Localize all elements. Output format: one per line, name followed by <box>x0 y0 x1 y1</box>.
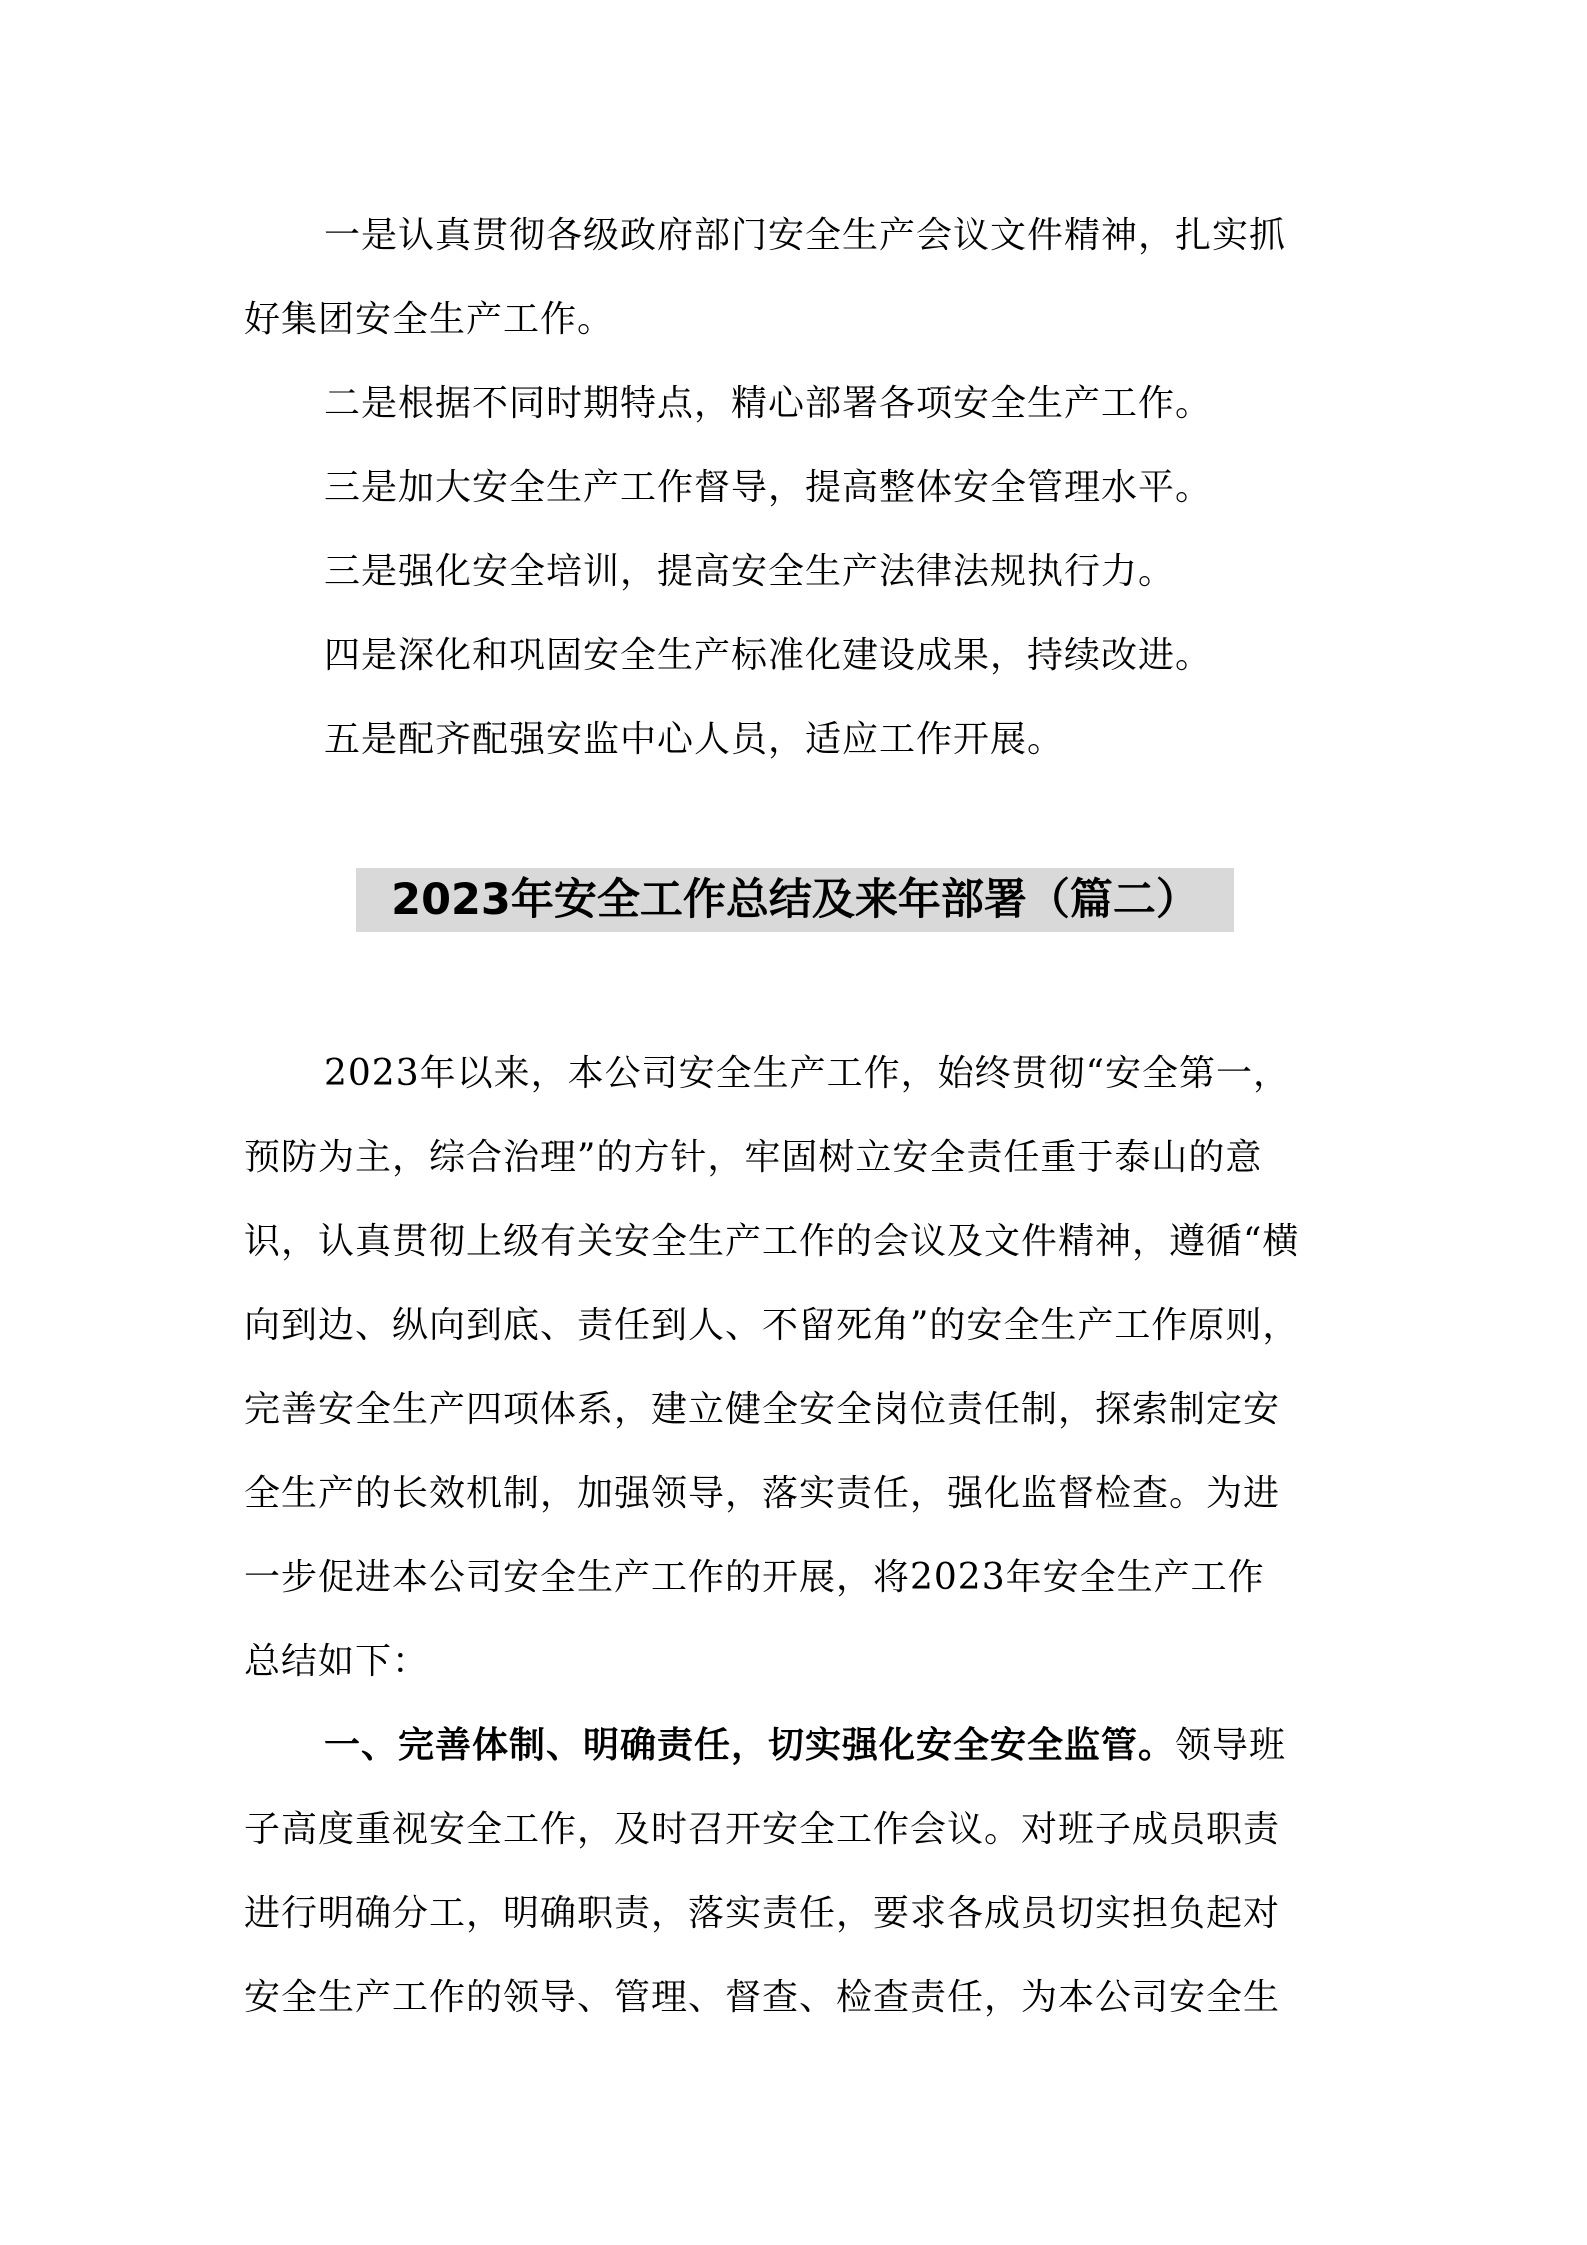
item-6: 五是配齐配强安监中心人员，适应工作开展。 <box>324 719 1065 760</box>
item-3: 三是加大安全生产工作督导，提高整体安全管理水平。 <box>324 467 1213 508</box>
intro-line-3: 识，认真贯彻上级有关安全生产工作的会议及文件精神，遵循“横 <box>244 1221 1300 1262</box>
item-1-line-1: 一是认真贯彻各级政府部门安全生产会议文件精神，扎实抓 <box>324 215 1287 256</box>
section1-bold-lead: 一、完善体制、明确责任，切实强化安全安全监管。 <box>324 1725 1176 1766</box>
section1-line-4: 安全生产工作的领导、管理、督查、检查责任，为本公司安全生 <box>244 1977 1281 2018</box>
section-heading: 2023年安全工作总结及来年部署（篇二） <box>391 875 1199 925</box>
section1-first-line <box>244 1704 1352 1788</box>
section-heading-highlight <box>356 868 1234 932</box>
intro-line-4: 向到边、纵向到底、责任到人、不留死角”的安全生产工作原则， <box>244 1305 1300 1346</box>
intro-line-6: 全生产的长效机制，加强领导，落实责任，强化监督检查。为进 <box>244 1473 1281 1514</box>
body-text <box>244 1032 1352 2040</box>
intro-line-5: 完善安全生产四项体系，建立健全安全岗位责任制，探索制定安 <box>244 1389 1281 1430</box>
item-5: 四是深化和巩固安全生产标准化建设成果，持续改进。 <box>324 635 1213 676</box>
top-list <box>244 194 1352 782</box>
item-4: 三是强化安全培训，提高安全生产法律法规执行力。 <box>324 551 1176 592</box>
intro-line-1: 2023年以来，本公司安全生产工作，始终贯彻“安全第一， <box>324 1053 1291 1094</box>
item-2: 二是根据不同时期特点，精心部署各项安全生产工作。 <box>324 383 1213 424</box>
section1-line-2: 子高度重视安全工作，及时召开安全工作会议。对班子成员职责 <box>244 1809 1281 1850</box>
section1-line-3: 进行明确分工，明确职责，落实责任，要求各成员切实担负起对 <box>244 1893 1281 1934</box>
intro-line-7: 一步促进本公司安全生产工作的开展，将2023年安全生产工作 <box>244 1557 1265 1598</box>
intro-line-2: 预防为主，综合治理”的方针，牢固树立安全责任重于泰山的意 <box>244 1137 1263 1178</box>
item-1-line-2: 好集团安全生产工作。 <box>244 299 615 340</box>
intro-line-8: 总结如下： <box>244 1641 430 1682</box>
section1-first-line-rest: 领导班 <box>1175 1725 1287 1766</box>
